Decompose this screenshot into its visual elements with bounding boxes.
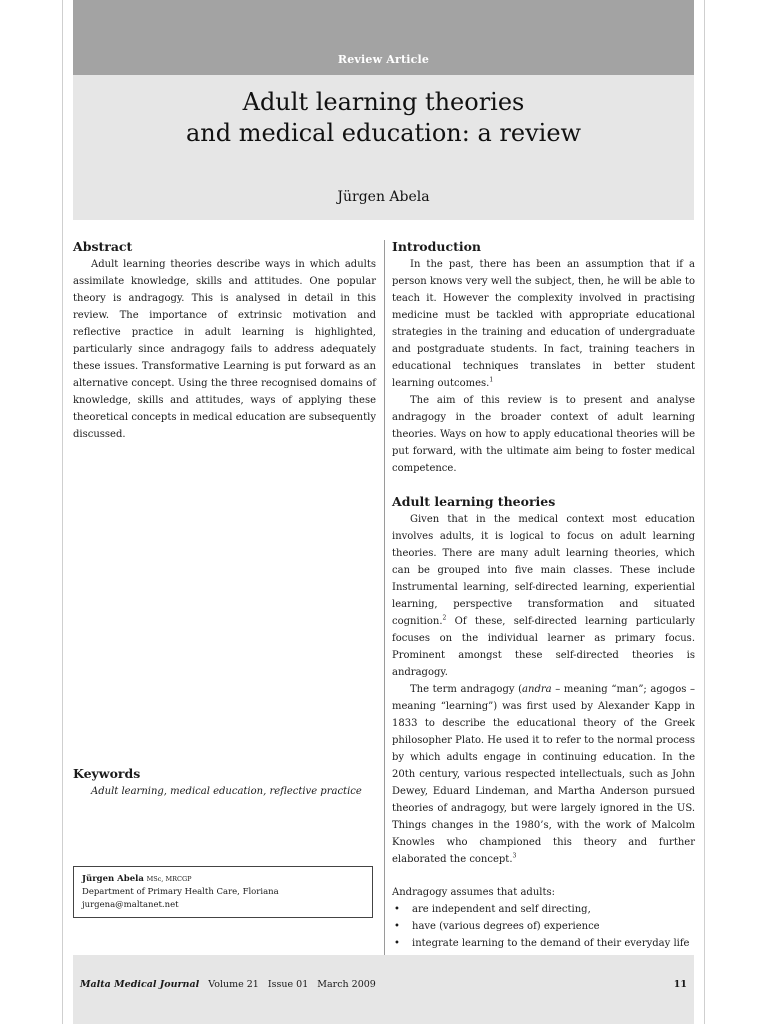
abstract-text: Adult learning theories describe ways in which adults assimilate knowledge, skills and attitudes. One popular theory is andragogy. This is analysed in detail in this review. The importance of extrinsic motivation and reflective practice in adult learning is highlighted, particularly since andragogy fails to address adequately these issues. Transformative Learning is put forward as an alternative concept. Using the three recognised domains of knowledge, skills and attitudes, ways of applying these theoretical concepts in medical education are subsequently discussed. xyxy=(73,259,376,440)
article-title xyxy=(73,87,694,149)
footer-date: March 2009 xyxy=(317,979,376,990)
adult-learning-para-1 xyxy=(392,511,695,681)
page-edge-left xyxy=(62,0,63,1024)
header-band xyxy=(73,0,694,75)
abstract-heading: Abstract xyxy=(73,239,133,254)
footer-issue: Issue 01 xyxy=(267,979,309,990)
column-divider xyxy=(384,240,385,955)
list-item: • are independent and self directing, xyxy=(392,901,695,918)
author-name: Jürgen Abela xyxy=(337,189,430,205)
adult-learning-para-1b: Of these, self-directed learning particularly focuses on the individual learner as primary focus. Prominent amongst these self-directed theories is andragogy. xyxy=(392,616,695,678)
footer-citation xyxy=(80,979,376,990)
reference-3: 3 xyxy=(512,852,517,860)
list-intro: Andragogy assumes that adults: xyxy=(392,887,555,898)
title-block xyxy=(73,75,694,220)
keywords-heading: Keywords xyxy=(73,766,141,781)
adult-learning-para-1a: Given that in the medical context most education involves adults, it is logical to focus on adult learning theories. There are many adult learning theories, which can be grouped into five main classes. These include Instrumental learning, self-directed learning, experiential learning, perspective transformation and situated cognition. xyxy=(392,514,695,627)
affiliation-department: Department of Primary Health Care, Floriana xyxy=(82,887,279,897)
para-2-italic-term: andra xyxy=(522,684,552,695)
affiliation-name: Jürgen Abela xyxy=(82,874,144,884)
page-footer xyxy=(73,955,694,1024)
list-item: • integrate learning to the demand of their everyday life xyxy=(392,935,695,952)
keywords-text: Adult learning, medical education, reflective practice xyxy=(91,786,362,797)
article-type-label: Review Article xyxy=(337,53,430,66)
page-number: 11 xyxy=(673,979,687,990)
right-column xyxy=(392,238,695,1003)
page-edge-right xyxy=(704,0,705,1024)
adult-learning-para-2 xyxy=(392,681,695,868)
introduction-para-1 xyxy=(392,256,695,392)
keywords-section xyxy=(73,765,376,800)
introduction-heading: Introduction xyxy=(392,239,482,254)
list-item: • have (various degrees of) experience xyxy=(392,918,695,935)
para-2-pre: The term andragogy ( xyxy=(410,684,523,695)
affiliation-box xyxy=(73,866,373,918)
left-column xyxy=(73,238,376,443)
para-2-post: – meaning “man”; agogos – meaning “learning”) was first used by Alexander Kapp in 1833 to describe the educational theory of the Greek philosopher Plato. He used it to refer to the normal process by which adults engage in continuing education. In the 20th century, various respected intellectuals, such as John Dewey, Eduard Lindeman, and Martha Anderson pursued theories of andragogy, but were largely ignored in the US. Things changes in the 1980’s, with the work of Malcolm Knowles who championed this theory and further elaborated the concept. xyxy=(392,684,696,865)
introduction-para-1-text: In the past, there has been an assumption that if a person knows very well the subject, then, he will be able to teach it. However the complexity involved in practising medicine must be tackled with appropriate educational strategies in the training and education of undergraduate and postgraduate students. In fact, training teachers in educational techniques translates in better student learning outcomes. xyxy=(392,259,695,389)
title-line-1: Adult learning theories xyxy=(242,88,525,116)
reference-1: 1 xyxy=(489,376,494,384)
footer-volume: Volume 21 xyxy=(208,979,259,990)
title-line-2: and medical education: a review xyxy=(185,119,582,147)
footer-journal: Malta Medical Journal xyxy=(80,979,200,990)
reference-2: 2 xyxy=(442,614,447,622)
adult-learning-heading: Adult learning theories xyxy=(392,494,556,509)
affiliation-email[interactable]: jurgena@maltanet.net xyxy=(82,900,179,910)
introduction-para-2: The aim of this review is to present and analyse andragogy in the broader context of adult learning theories. Ways on how to apply educational theories will be put forward, with the ultimate aim being to foster medical competence. xyxy=(392,395,695,474)
affiliation-qualifications: MSc, MRCGP xyxy=(146,875,192,883)
